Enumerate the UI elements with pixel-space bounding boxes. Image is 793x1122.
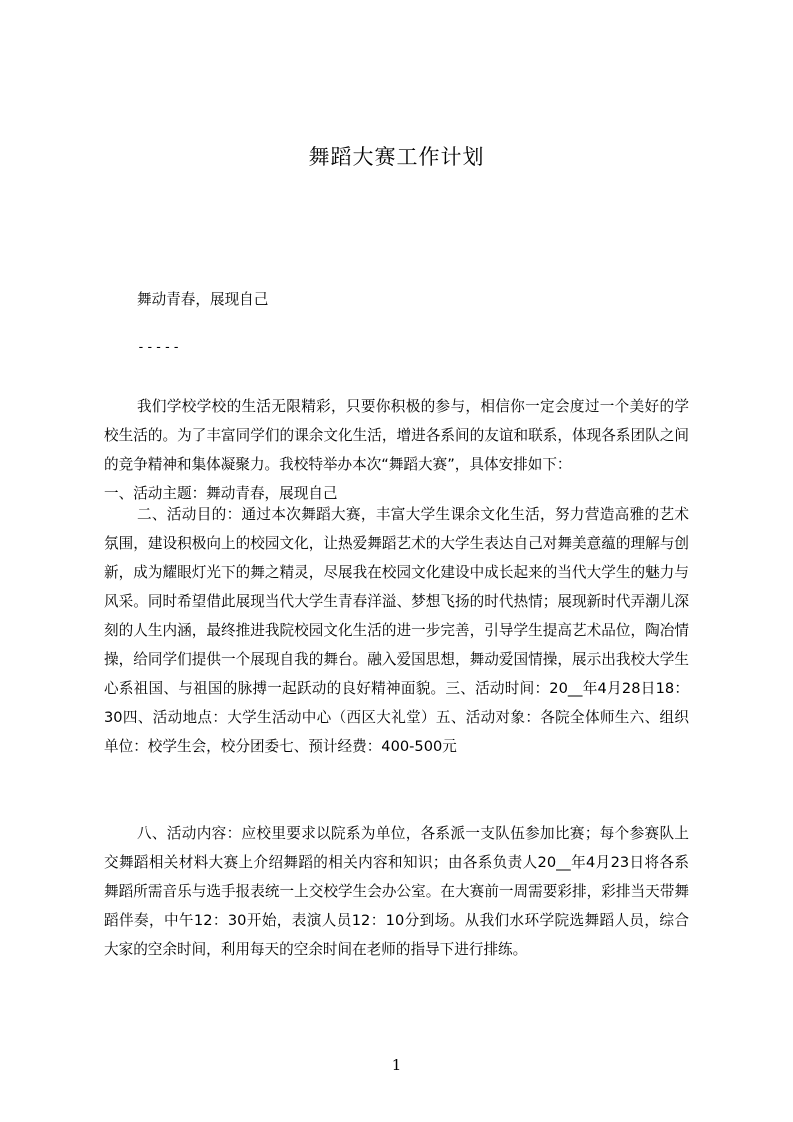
activity-theme-text: 一、活动主题：舞动青春，展现自己 xyxy=(104,485,338,502)
intro-paragraph xyxy=(104,392,689,508)
activity-purpose-paragraph: 二、活动目的：通过本次舞蹈大赛，丰富大学生课余文化生活，努力营造高雅的艺术氛围，建设积极向上的校园文化，让热爱舞蹈艺术的大学生表达自己对舞美意蕴的理解与创新，成为耀眼灯光下的舞之精灵，尽展我在校园文化建设中成长起来的当代大学生的魅力与风采。同时希望借此展现当代大学生青春洋溢、梦想飞扬的时代热情；展现新时代弄潮儿深刻的人生内涵，最终推进我院校园文化生活的进一步完善，引导学生提高艺术品位，陶冶情操，给同学们提供一个展现自我的舞台。融入爱国思想，舞动爱国情操，展示出我校大学生心系祖国、与祖国的脉搏一起跃动的良好精神面貌。三、活动时间：20__年4月28日18：30四、活动地点：大学生活动中心（西区大礼堂）五、活动对象：各院全体师生六、组织单位：校学生会，校分团委七、预计经费：400-500元 xyxy=(104,506,689,755)
dash-separator: ----- xyxy=(137,340,182,355)
activity-content-paragraph: 八、活动内容：应校里要求以院系为单位，各系派一支队伍参加比赛；每个参赛队上交舞蹈相关材料大赛上介绍舞蹈的相关内容和知识；由各系负责人20__年4月23日将各系舞蹈所需音乐与选手报表统一上交校学生会办公室。在大赛前一周需要彩排，彩排当天带舞蹈伴奏，中午12：30开始，表演人员12：10分到场。从我们水环学院选舞蹈人员，综合大家的空余时间，利用每天的空余时间在老师的指导下进行排练。 xyxy=(104,825,689,958)
document-title: 舞蹈大赛工作计划 xyxy=(308,145,485,169)
document-subtitle: 舞动青春，展现自己 xyxy=(137,291,269,308)
page-number: 1 xyxy=(391,1056,402,1074)
intro-text: 我们学校学校的生活无限精彩，只要你积极的参与，相信你一定会度过一个美好的学校生活的。为了丰富同学们的课余文化生活，增进各系间的友谊和联系，体现各系团队之间的竞争精神和集体凝聚力。我校特举办本次“舞蹈大赛”，具体安排如下： xyxy=(104,398,689,473)
